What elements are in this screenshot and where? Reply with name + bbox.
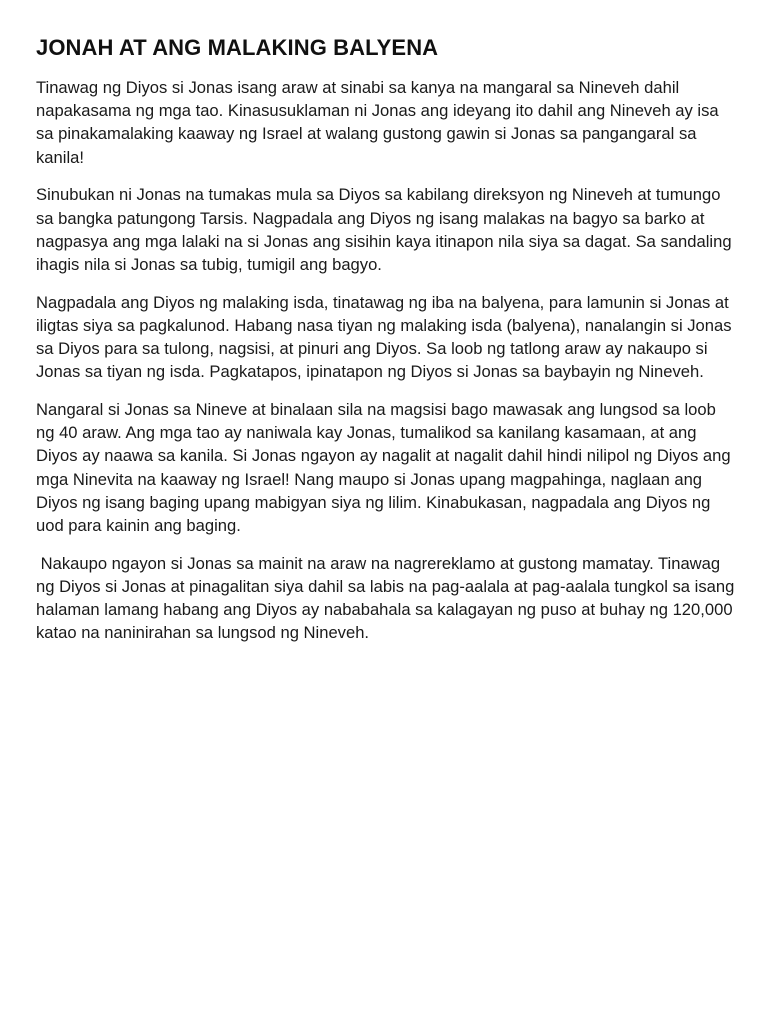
paragraph-4: Nangaral si Jonas sa Nineve at binalaan sila na magsisi bago mawasak ang lungsod sa loob ng 40 araw. Ang mga tao ay naniwala kay Jonas, tumalikod sa kanilang kasamaan, at ang Diyos ay naawa sa kanila. Si Jonas ngayon ay nagalit at nagalit dahil hindi nilipol ng Diyos ang mga Ninevita na kaaway ng Israel! Nang maupo si Jonas upang magpahinga, naglaan ang Diyos ng isang baging upang mabigyan siya ng lilim. Kinabukasan, nagpadala ang Diyos ng uod para kainin ang baging. [36, 399, 736, 535]
paragraph-1: Tinawag ng Diyos si Jonas isang araw at sinabi sa kanya na mangaral sa Nineveh dahil napakasama ng mga tao. Kinasusuklaman ni Jonas ang ideyang ito dahil ang Nineveh ay isa sa pinakamalaking kaaway ng Israel at walang gustong gawin si Jonas sa pangangaral sa kanila! [36, 78, 724, 167]
paragraph-5: Nakaupo ngayon si Jonas sa mainit na araw na nagrereklamo at gustong mamatay. Tinawag ng Diyos si Jonas at pinagalitan siya dahil sa labis na pag-aalala at pag-aalala tungkol sa isang halaman lamang habang ang Diyos ay nababahala sa kalagayan ng puso at buhay ng 120,000 katao na naninirahan sa lungsod ng Nineveh. [36, 553, 739, 643]
document-title: JONAH AT ANG MALAKING BALYENA [36, 35, 439, 60]
paragraph-2: Sinubukan ni Jonas na tumakas mula sa Diyos sa kabilang direksyon ng Nineveh at tumungo sa bangka patungong Tarsis. Nagpadala ang Diyos ng isang malakas na bagyo sa barko at nagpasya ang mga lalaki na si Jonas ang sisihin kaya itinapon nila siya sa dagat. Sa sandaling ihagis nila si Jonas sa tubig, tumigil ang bagyo. [36, 185, 737, 274]
document-page [36, 34, 739, 659]
paragraph-3: Nagpadala ang Diyos ng malaking isda, tinatawag ng iba na balyena, para lamunin si Jonas at iligtas siya sa pagkalunod. Habang nasa tiyan ng malaking isda (balyena), nanalangin si Jonas sa Diyos para sa tulong, nagsisi, at pinuri ang Diyos. Sa loob ng tatlong araw ay nakaupo si Jonas sa tiyan ng isda. Pagkatapos, ipinatapon ng Diyos si Jonas sa baybayin ng Nineveh. [36, 292, 737, 382]
